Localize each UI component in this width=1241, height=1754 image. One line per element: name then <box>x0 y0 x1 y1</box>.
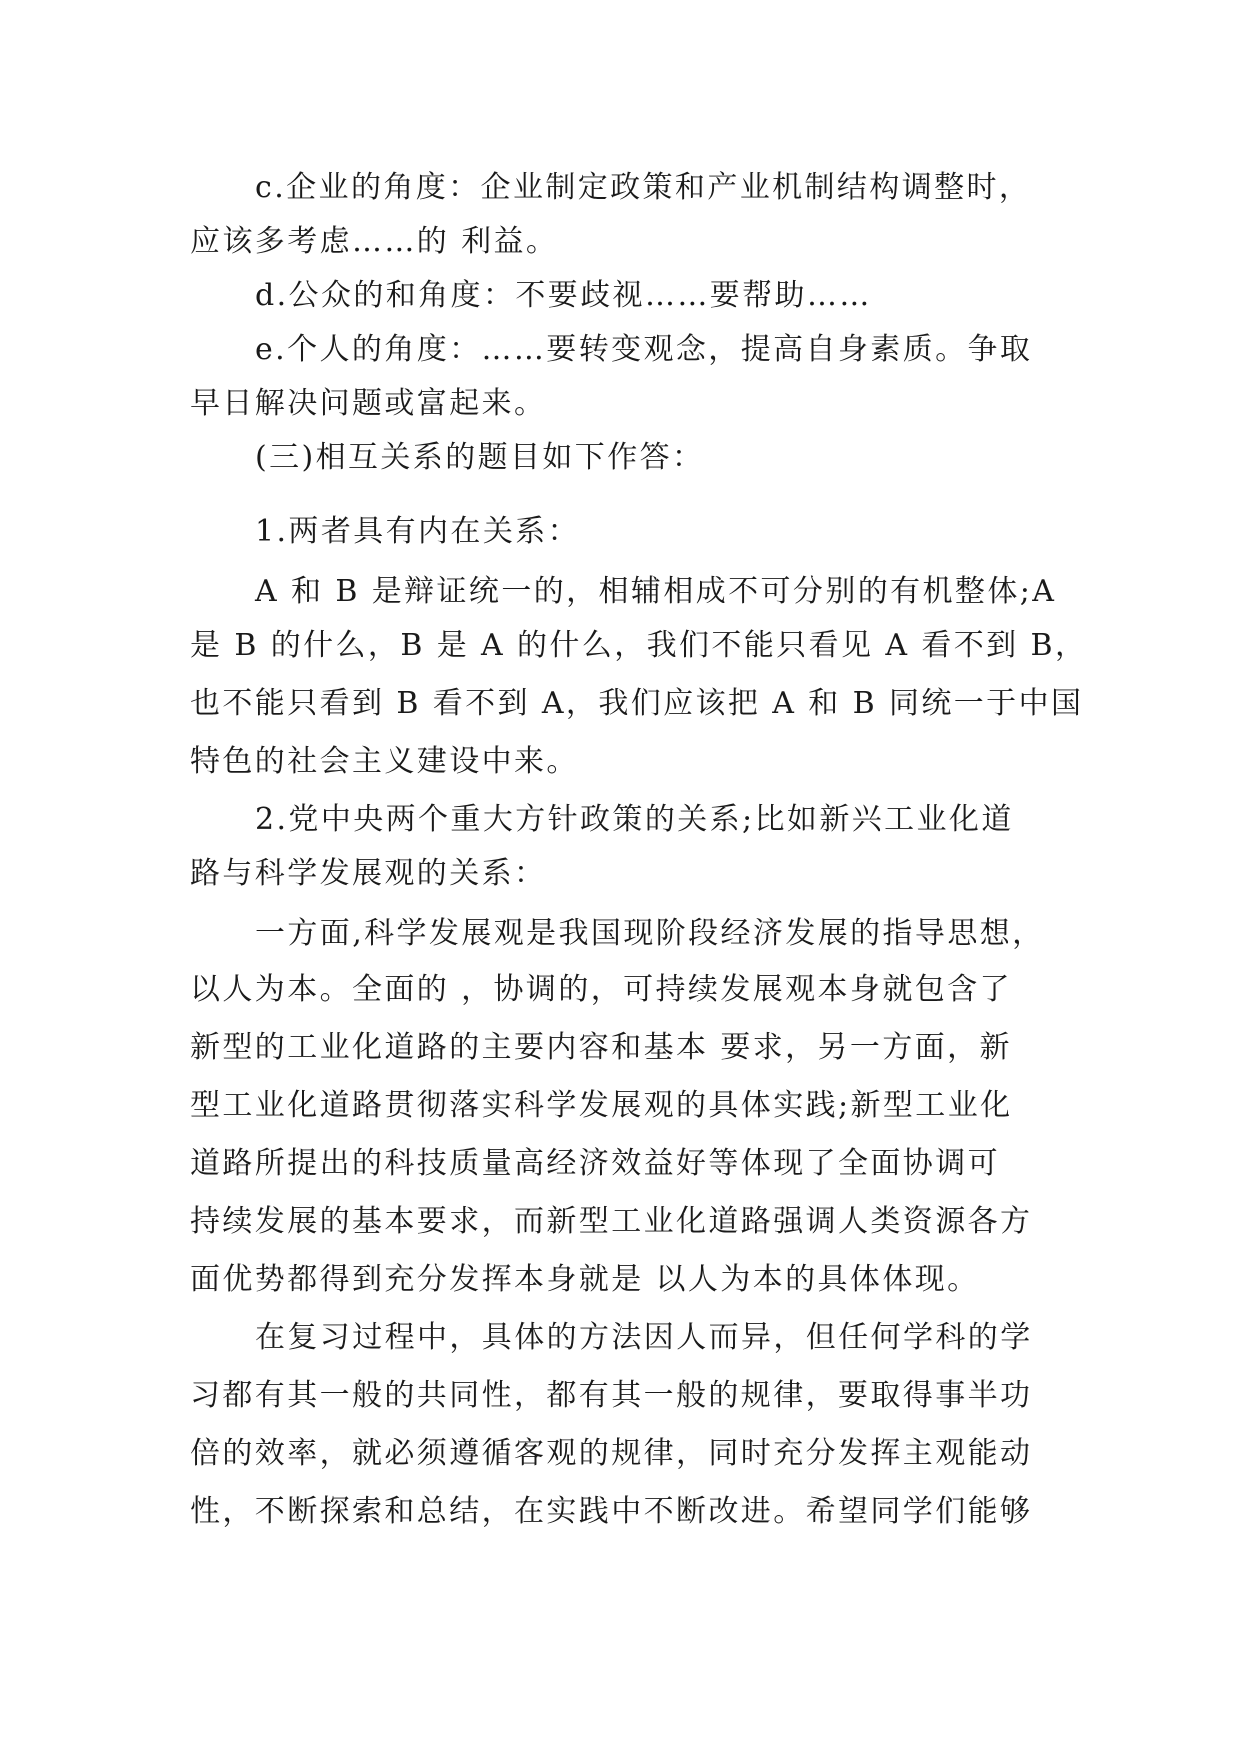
text-line: A 和 B 是辩证统一的，相辅相成不可分别的有机整体;A <box>255 574 1057 609</box>
text-line: 早日解决问题或富起来。 <box>190 386 547 421</box>
text-line: 2.党中央两个重大方针政策的关系;比如新兴工业化道 <box>255 802 1014 837</box>
text-line: 1.两者具有内在关系： <box>255 514 581 549</box>
text-line: 性，不断探索和总结，在实践中不断改进。希望同学们能够 <box>190 1494 1033 1529</box>
text-line: 也不能只看到 B 看不到 A，我们应该把 A 和 B 同统一于中国 <box>190 686 1084 721</box>
text-line: 路与科学发展观的关系： <box>190 856 547 891</box>
text-line: (三)相互关系的题目如下作答： <box>255 440 705 475</box>
text-line: 道路所提出的科技质量高经济效益好等体现了全面协调可 <box>190 1146 1000 1181</box>
text-line: 以人为本。全面的 ，协调的，可持续发展观本身就包含了 <box>190 972 1012 1007</box>
text-line: 新型的工业化道路的主要内容和基本 要求，另一方面，新 <box>190 1030 1012 1065</box>
text-line: e.个人的角度：……要转变观念，提高自身素质。争取 <box>255 332 1033 367</box>
text-line: d.公众的和角度：不要歧视……要帮助…… <box>255 278 872 313</box>
text-line: 型工业化道路贯彻落实科学发展观的具体实践;新型工业化 <box>190 1088 1013 1123</box>
text-line: 一方面,科学发展观是我国现阶段经济发展的指导思想， <box>255 916 1045 951</box>
text-line: 是 B 的什么，B 是 A 的什么，我们不能只看见 A 看不到 B， <box>190 628 1088 663</box>
text-line: 在复习过程中，具体的方法因人而异，但任何学科的学 <box>255 1320 1033 1355</box>
text-line: 持续发展的基本要求，而新型工业化道路强调人类资源各方 <box>190 1204 1033 1239</box>
text-line: 应该多考虑……的 利益。 <box>190 224 559 259</box>
text-line: c.企业的角度：企业制定政策和产业机制结构调整时， <box>255 170 1032 205</box>
text-line: 面优势都得到充分发挥本身就是 以人为本的具体体现。 <box>190 1262 980 1297</box>
text-line: 倍的效率，就必须遵循客观的规律，同时充分发挥主观能动 <box>190 1436 1033 1471</box>
text-line: 习都有其一般的共同性，都有其一般的规律，要取得事半功 <box>190 1378 1033 1413</box>
text-line: 特色的社会主义建设中来。 <box>190 744 579 779</box>
